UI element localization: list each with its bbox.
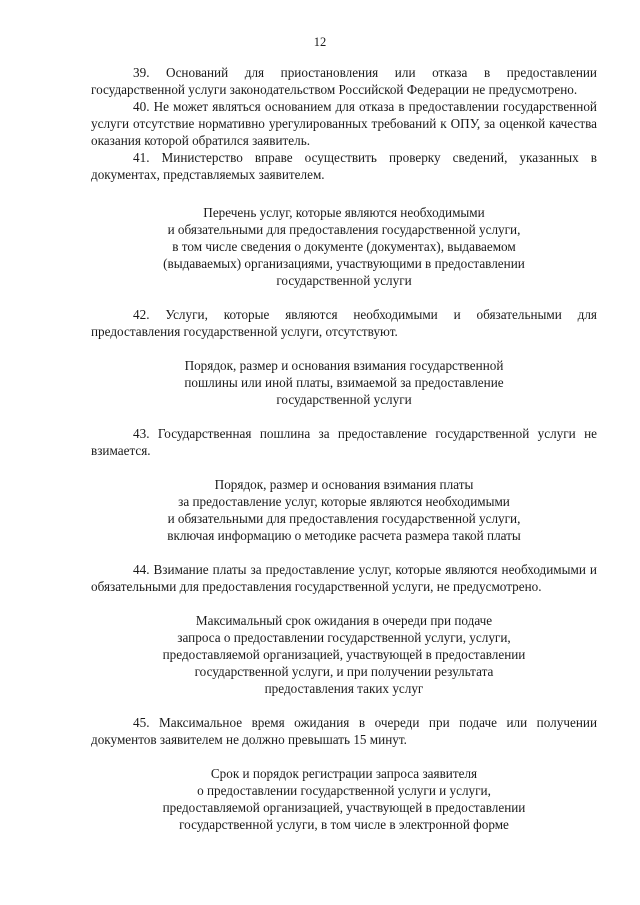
section-heading-state-fee (91, 357, 597, 408)
paragraph-41: 41. Министерство вправе осуществить проверку сведений, указанных в документах, представляемых заявителем. (91, 150, 597, 182)
heading-line: Порядок, размер и основания взимания государственной (184, 358, 504, 373)
heading-line: включая информацию о методике расчета размера такой платы (167, 528, 521, 543)
heading-line: Порядок, размер и основания взимания платы (214, 477, 474, 492)
heading-line: государственной услуги (276, 392, 412, 407)
heading-line: государственной услуги, в том числе в электронной форме (179, 817, 509, 832)
heading-line: Максимальный срок ожидания в очереди при подаче (195, 613, 493, 628)
paragraph-42: 42. Услуги, которые являются необходимыми и обязательными для предоставления государственной услуги, отсутствуют. (91, 307, 597, 339)
heading-line: Срок и порядок регистрации запроса заявителя (210, 766, 478, 781)
heading-line: предоставления таких услуг (264, 681, 424, 696)
page-number: 12 (313, 35, 327, 49)
paragraph-43: 43. Государственная пошлина за предоставление государственной услуги не взимается. (91, 426, 597, 458)
heading-line: и обязательными для предоставления государственной услуги, (167, 511, 521, 526)
section-heading-required-services (91, 204, 597, 289)
paragraph-39: 39. Оснований для приостановления или отказа в предоставлении государственной услуги законодательством Российской Федерации не предусмотрено. (91, 65, 597, 97)
heading-line: Перечень услуг, которые являются необходимыми (203, 205, 485, 220)
heading-line: запроса о предоставлении государственной услуги, услуги, (177, 630, 511, 645)
heading-line: государственной услуги, и при получении результата (194, 664, 494, 679)
document-body (91, 64, 597, 833)
heading-line: (выдаваемых) организациями, участвующими в предоставлении (163, 256, 525, 271)
heading-line: в том числе сведения о документе (документах), выдаваемом (172, 239, 516, 254)
section-heading-registration (91, 765, 597, 833)
heading-line: государственной услуги (276, 273, 412, 288)
section-heading-fee-procedure (91, 476, 597, 544)
paragraph-45: 45. Максимальное время ожидания в очереди при подаче или получении документов заявителем не должно превышать 15 минут. (91, 715, 597, 747)
section-heading-queue-time (91, 612, 597, 697)
heading-line: предоставляемой организацией, участвующей в предоставлении (162, 647, 526, 662)
heading-line: и обязательными для предоставления государственной услуги, (167, 222, 521, 237)
heading-line: за предоставление услуг, которые являются необходимыми (178, 494, 510, 509)
paragraph-40: 40. Не может являться основанием для отказа в предоставлении государственной услуги отсутствие нормативно урегулированных требований к ОПУ, за оценкой качества оказания которой обратился заявитель. (91, 99, 597, 148)
heading-line: пошлины или иной платы, взимаемой за предоставление (184, 375, 504, 390)
heading-line: о предоставлении государственной услуги и услуги, (197, 783, 491, 798)
paragraph-44: 44. Взимание платы за предоставление услуг, которые являются необходимыми и обязательными для предоставления государственной услуги, не предусмотрено. (91, 562, 597, 594)
heading-line: предоставляемой организацией, участвующей в предоставлении (162, 800, 526, 815)
